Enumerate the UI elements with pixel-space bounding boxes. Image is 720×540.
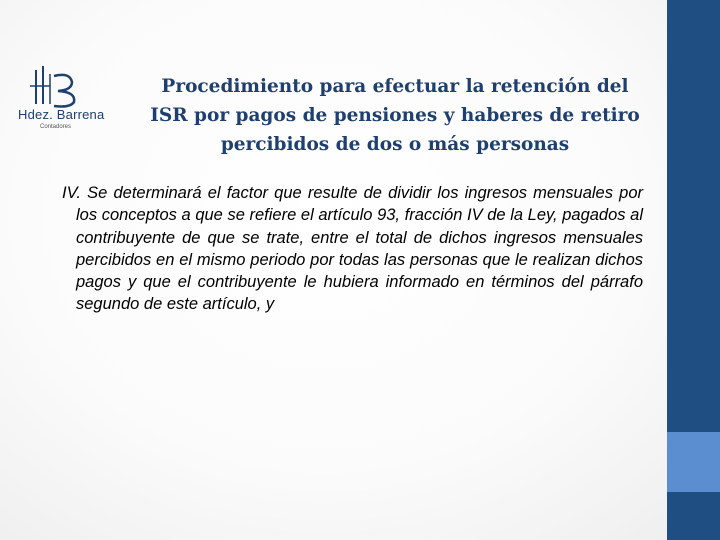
sidebar-band-bottom (667, 492, 720, 540)
company-logo (10, 64, 120, 134)
slide-title: Procedimiento para efectuar la retención del ISR por pagos de pensiones y haberes de retiro percibidos de dos o más personas (150, 76, 640, 155)
logo-subtitle: Contadores (40, 124, 72, 130)
logo-name: Hdez. Barrena (18, 107, 105, 122)
sidebar-band-middle (667, 432, 720, 492)
sidebar-band-top (667, 0, 720, 432)
logo-hb-monogram-icon (10, 64, 120, 110)
slide-body-paragraph: IV. Se determinará el factor que resulte de dividir los ingresos mensuales por los conceptos a que se refiere el artículo 93, fracción IV de la Ley, pagados al contribuyente de que se trate, entre el total de dichos ingresos mensuales percibidos en el mismo periodo por todas las personas que le realizan dichos pagos y que el contribuyente le hubiera informado en términos del párrafo segundo de este artículo, y (62, 184, 643, 314)
